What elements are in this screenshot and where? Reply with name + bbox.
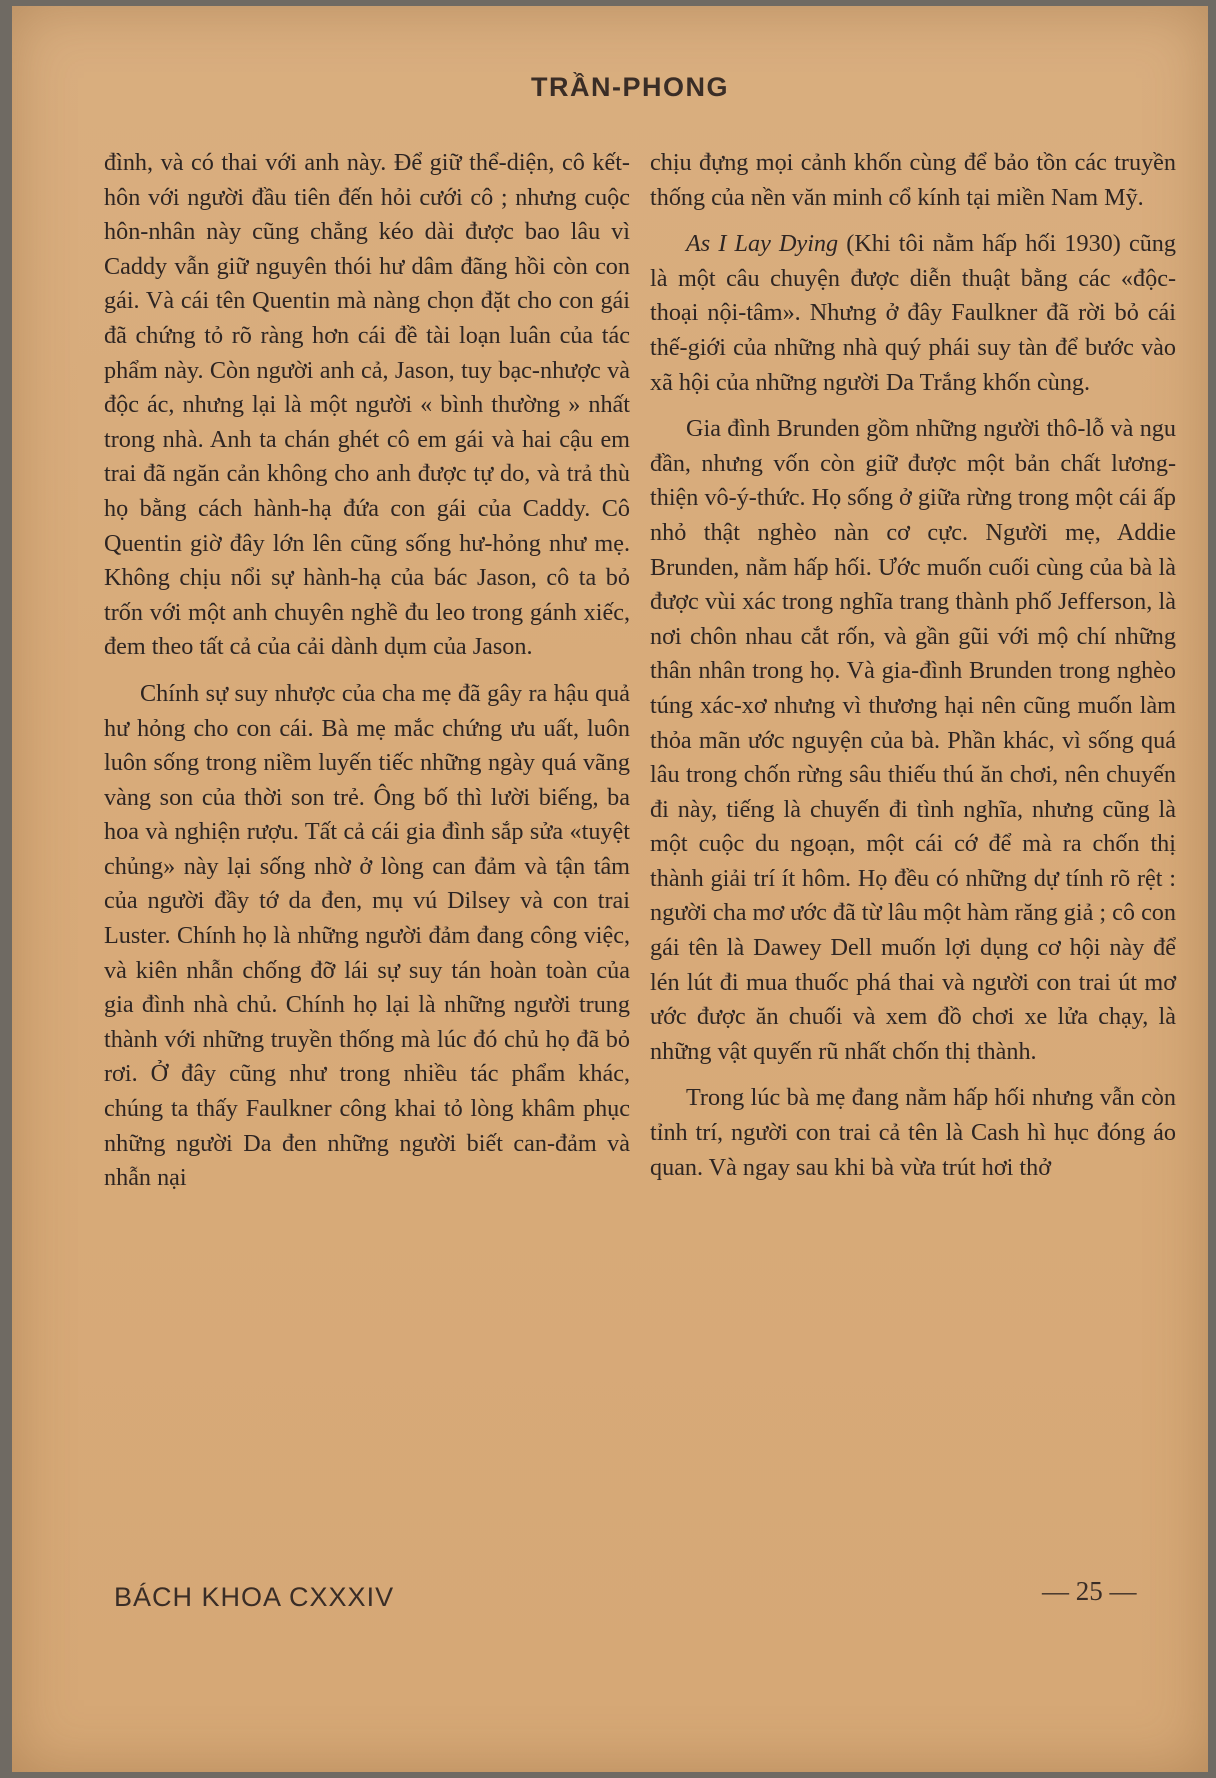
book-title: As I Lay Dying (686, 230, 839, 258)
running-head: TRẦN-PHONG (531, 72, 729, 102)
paragraph: Gia đình Brunden gồm những người thô-lỗ và ngu đần, nhưng vốn còn giữ được một bản chất lương-thiện vô-ý-thức. Họ sống ở giữa rừng trong một cái ấp nhỏ thật nghèo nàn cơ cực. Người mẹ, Addie Brunden, nằm hấp hối. Ước muốn cuối cùng của bà là được vùi xác trong nghĩa trang thành phố Jefferson, là nơi chôn nhau cắt rốn, và gần gũi với mộ chí những thân nhân trong họ. Và gia-đình Brunden trong nghèo túng xác-xơ nhưng vì thương hại nên cũng muốn làm thỏa mãn ước nguyện của bà. Phần khác, vì sống quá lâu trong chốn rừng sâu thiếu thú ăn chơi, nên chuyến đi này, tiếng là chuyến đi tình nghĩa, nhưng cũng là một cuộc du ngoạn, một cái cớ để mà ra chốn thị thành giải trí ít hôm. Họ đều có những dự tính rõ rệt : người cha mơ ước đã từ lâu một hàm răng giả ; cô con gái tên là Dawey Dell muốn lợi dụng cơ hội này để lén lút đi mua thuốc phá thai và người con trai út mơ ước được ăn chuối và xem đồ chơi xe lửa chạy, là những vật quyến rũ nhất chốn thị thành. (650, 415, 1176, 1065)
left-column (104, 146, 630, 1208)
paragraph-text: (Khi tôi nằm hấp hối 1930) cũng là một câu chuyện được diễn thuật bằng các «độc-thoại nội-tâm». Nhưng ở đây Faulkner đã rời bỏ cái thế-giới của những nhà quý phái suy tàn để bước vào xã hội của những người Da Trắng khốn cùng. (650, 230, 1176, 396)
paragraph (650, 227, 1176, 400)
paragraph: đình, và có thai với anh này. Để giữ thể-diện, cô kết-hôn với người đầu tiên đến hỏi cưới cô ; nhưng cuộc hôn-nhân này cũng chẳng kéo dài được bao lâu vì Caddy vẫn giữ nguyên thói hư dâm đãng hồi còn con gái. Và cái tên Quentin mà nàng chọn đặt cho con gái đã chứng tỏ rõ ràng hơn cái đề tài loạn luân của tác phẩm này. Còn người anh cả, Jason, tuy bạc-nhược và độc ác, nhưng lại là một người « bình thường » nhất trong nhà. Anh ta chán ghét cô em gái và hai cậu em trai đã ngăn cản không cho anh được tự do, và trả thù họ bằng cách hành-hạ đứa con gái của Caddy. Cô Quentin giờ đây lớn lên cũng sống hư-hỏng như mẹ. Không chịu nổi sự hành-hạ của bác Jason, cô ta bỏ trốn với một anh chuyên nghề đu leo trong gánh xiếc, đem theo tất cả của cải dành dụm của Jason. (104, 149, 630, 661)
magazine-name: BÁCH KHOA CXXXIV (114, 1582, 395, 1612)
paragraph: Chính sự suy nhược của cha mẹ đã gây ra hậu quả hư hỏng cho con cái. Bà mẹ mắc chứng ưu uất, luôn luôn sống trong niềm luyến tiếc những ngày quá vãng vàng son của thời son trẻ. Ông bố thì lười biếng, ba hoa và nghiện rượu. Tất cả cái gia đình sắp sửa «tuyệt chủng» này lại sống nhờ ở lòng can đảm và tận tâm của người đầy tớ da đen, mụ vú Dilsey và con trai Luster. Chính họ là những người đảm đang công việc, và kiên nhẫn chống đỡ lái sự suy tán hoàn toàn của gia đình nhà chủ. Chính họ lại là những người trung thành với những truyền thống mà lúc đó chủ họ đã bỏ rơi. Ở đây cũng như trong nhiều tác phẩm khác, chúng ta thấy Faulkner công khai tỏ lòng khâm phục những người Da đen những người biết can-đảm và nhẫn nại (104, 679, 630, 1192)
paragraph: chịu đựng mọi cảnh khốn cùng để bảo tồn các truyền thống của nền văn minh cổ kính tại miền Nam Mỹ. (650, 149, 1176, 211)
document-page (12, 6, 1208, 1772)
right-column (650, 146, 1176, 1197)
page-number: — 25 — (1042, 1576, 1137, 1606)
paragraph: Trong lúc bà mẹ đang nằm hấp hối nhưng vẫn còn tỉnh trí, người con trai cả tên là Cash hì hục đóng áo quan. Và ngay sau khi bà vừa trút hơi thở (650, 1084, 1176, 1181)
